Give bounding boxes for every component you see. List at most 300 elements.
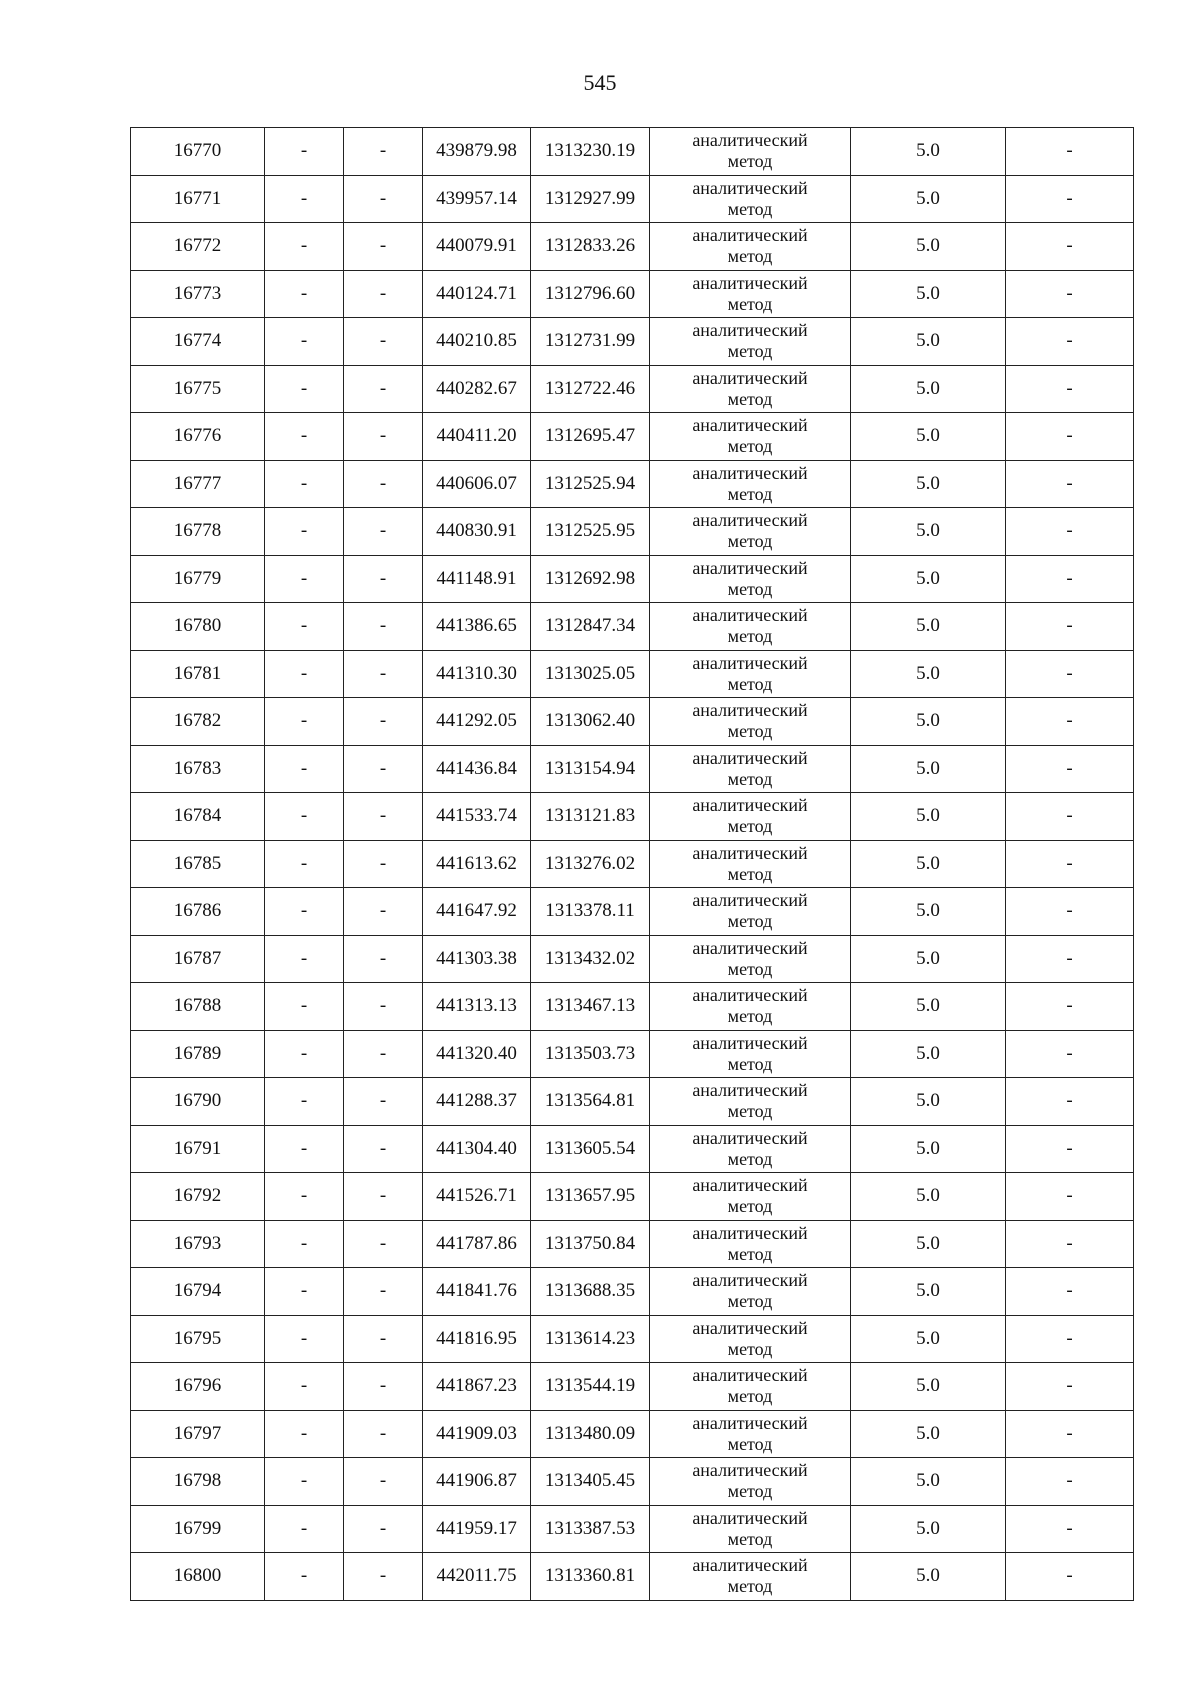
y-coordinate-cell: 1313688.35 <box>531 1268 650 1316</box>
method-line-2: метод <box>727 1148 773 1169</box>
dash-cell: - <box>344 128 423 176</box>
x-coordinate-cell: 441386.65 <box>423 603 531 651</box>
method-line-2: метод <box>727 1291 773 1312</box>
dash-cell: - <box>265 508 344 556</box>
point-number-cell: 16786 <box>131 888 265 936</box>
table-row <box>131 223 1134 271</box>
method-cell <box>650 1125 851 1173</box>
y-coordinate-cell: 1313503.73 <box>531 1030 650 1078</box>
table-row <box>131 1458 1134 1506</box>
dash-cell: - <box>265 128 344 176</box>
dash-cell: - <box>1006 1078 1134 1126</box>
accuracy-cell: 5.0 <box>851 1410 1006 1458</box>
dash-cell: - <box>344 1030 423 1078</box>
dash-cell: - <box>1006 650 1134 698</box>
method-cell <box>650 888 851 936</box>
method-line-2: метод <box>727 341 773 362</box>
dash-cell: - <box>344 1410 423 1458</box>
table-row <box>131 1363 1134 1411</box>
point-number-cell: 16780 <box>131 603 265 651</box>
dash-cell: - <box>344 603 423 651</box>
dash-cell: - <box>265 935 344 983</box>
method-cell <box>650 175 851 223</box>
method-line-1: аналитический <box>692 605 808 626</box>
accuracy-cell: 5.0 <box>851 555 1006 603</box>
method-cell <box>650 1363 851 1411</box>
accuracy-cell: 5.0 <box>851 603 1006 651</box>
method-line-2: метод <box>727 1053 773 1074</box>
x-coordinate-cell: 441647.92 <box>423 888 531 936</box>
dash-cell: - <box>1006 1220 1134 1268</box>
method-line-2: метод <box>727 626 773 647</box>
y-coordinate-cell: 1313276.02 <box>531 840 650 888</box>
accuracy-cell: 5.0 <box>851 1030 1006 1078</box>
method-cell <box>650 1173 851 1221</box>
method-cell <box>650 1030 851 1078</box>
method-line-2: метод <box>727 816 773 837</box>
method-line-1: аналитический <box>692 1507 808 1528</box>
accuracy-cell: 5.0 <box>851 175 1006 223</box>
point-number-cell: 16784 <box>131 793 265 841</box>
table-row <box>131 1315 1134 1363</box>
method-line-2: метод <box>727 151 773 172</box>
method-line-1: аналитический <box>692 1270 808 1291</box>
dash-cell: - <box>1006 888 1134 936</box>
accuracy-cell: 5.0 <box>851 983 1006 1031</box>
y-coordinate-cell: 1313025.05 <box>531 650 650 698</box>
dash-cell: - <box>344 888 423 936</box>
x-coordinate-cell: 441867.23 <box>423 1363 531 1411</box>
method-line-1: аналитический <box>692 225 808 246</box>
point-number-cell: 16797 <box>131 1410 265 1458</box>
y-coordinate-cell: 1313062.40 <box>531 698 650 746</box>
dash-cell: - <box>1006 555 1134 603</box>
point-number-cell: 16794 <box>131 1268 265 1316</box>
accuracy-cell: 5.0 <box>851 128 1006 176</box>
dash-cell: - <box>1006 1173 1134 1221</box>
method-cell <box>650 935 851 983</box>
point-number-cell: 16785 <box>131 840 265 888</box>
method-cell <box>650 318 851 366</box>
dash-cell: - <box>1006 745 1134 793</box>
dash-cell: - <box>265 318 344 366</box>
table-row <box>131 1505 1134 1553</box>
x-coordinate-cell: 440124.71 <box>423 270 531 318</box>
method-line-1: аналитический <box>692 1365 808 1386</box>
dash-cell: - <box>265 1125 344 1173</box>
x-coordinate-cell: 442011.75 <box>423 1553 531 1601</box>
x-coordinate-cell: 439879.98 <box>423 128 531 176</box>
y-coordinate-cell: 1312847.34 <box>531 603 650 651</box>
dash-cell: - <box>265 175 344 223</box>
table-row <box>131 555 1134 603</box>
method-line-1: аналитический <box>692 130 808 151</box>
method-line-1: аналитический <box>692 1222 808 1243</box>
dash-cell: - <box>344 1315 423 1363</box>
table-row <box>131 1125 1134 1173</box>
dash-cell: - <box>344 365 423 413</box>
dash-cell: - <box>1006 1553 1134 1601</box>
dash-cell: - <box>344 1553 423 1601</box>
x-coordinate-cell: 441613.62 <box>423 840 531 888</box>
x-coordinate-cell: 441148.91 <box>423 555 531 603</box>
table-row <box>131 508 1134 556</box>
x-coordinate-cell: 440830.91 <box>423 508 531 556</box>
dash-cell: - <box>344 793 423 841</box>
table-row <box>131 1220 1134 1268</box>
dash-cell: - <box>1006 840 1134 888</box>
method-line-1: аналитический <box>692 652 808 673</box>
method-cell <box>650 1268 851 1316</box>
method-line-2: метод <box>727 1528 773 1549</box>
table-row <box>131 365 1134 413</box>
method-line-1: аналитический <box>692 1175 808 1196</box>
dash-cell: - <box>1006 1030 1134 1078</box>
y-coordinate-cell: 1312833.26 <box>531 223 650 271</box>
dash-cell: - <box>344 650 423 698</box>
table-row <box>131 1410 1134 1458</box>
x-coordinate-cell: 440079.91 <box>423 223 531 271</box>
method-line-2: метод <box>727 768 773 789</box>
accuracy-cell: 5.0 <box>851 650 1006 698</box>
dash-cell: - <box>1006 1268 1134 1316</box>
accuracy-cell: 5.0 <box>851 1363 1006 1411</box>
point-number-cell: 16776 <box>131 413 265 461</box>
table-row <box>131 270 1134 318</box>
method-line-1: аналитический <box>692 985 808 1006</box>
dash-cell: - <box>265 888 344 936</box>
dash-cell: - <box>344 1173 423 1221</box>
dash-cell: - <box>265 698 344 746</box>
dash-cell: - <box>265 603 344 651</box>
method-cell <box>650 270 851 318</box>
x-coordinate-cell: 441303.38 <box>423 935 531 983</box>
dash-cell: - <box>344 460 423 508</box>
point-number-cell: 16791 <box>131 1125 265 1173</box>
dash-cell: - <box>265 745 344 793</box>
dash-cell: - <box>265 413 344 461</box>
method-line-1: аналитический <box>692 462 808 483</box>
method-line-1: аналитический <box>692 1080 808 1101</box>
method-cell <box>650 793 851 841</box>
y-coordinate-cell: 1312796.60 <box>531 270 650 318</box>
accuracy-cell: 5.0 <box>851 1078 1006 1126</box>
table-row <box>131 935 1134 983</box>
method-cell <box>650 128 851 176</box>
dash-cell: - <box>265 1363 344 1411</box>
method-line-2: метод <box>727 1576 773 1597</box>
y-coordinate-cell: 1313230.19 <box>531 128 650 176</box>
method-cell <box>650 1315 851 1363</box>
y-coordinate-cell: 1313480.09 <box>531 1410 650 1458</box>
dash-cell: - <box>265 555 344 603</box>
dash-cell: - <box>1006 603 1134 651</box>
method-cell <box>650 413 851 461</box>
dash-cell: - <box>1006 175 1134 223</box>
point-number-cell: 16792 <box>131 1173 265 1221</box>
dash-cell: - <box>265 223 344 271</box>
x-coordinate-cell: 441310.30 <box>423 650 531 698</box>
y-coordinate-cell: 1313467.13 <box>531 983 650 1031</box>
x-coordinate-cell: 441787.86 <box>423 1220 531 1268</box>
method-line-1: аналитический <box>692 367 808 388</box>
dash-cell: - <box>1006 1410 1134 1458</box>
accuracy-cell: 5.0 <box>851 365 1006 413</box>
dash-cell: - <box>265 1315 344 1363</box>
accuracy-cell: 5.0 <box>851 1125 1006 1173</box>
method-line-1: аналитический <box>692 1412 808 1433</box>
y-coordinate-cell: 1313405.45 <box>531 1458 650 1506</box>
accuracy-cell: 5.0 <box>851 270 1006 318</box>
accuracy-cell: 5.0 <box>851 745 1006 793</box>
method-cell <box>650 983 851 1031</box>
method-cell <box>650 840 851 888</box>
method-line-2: метод <box>727 388 773 409</box>
method-cell <box>650 1553 851 1601</box>
table-row <box>131 413 1134 461</box>
dash-cell: - <box>265 1268 344 1316</box>
dash-cell: - <box>344 1505 423 1553</box>
method-line-1: аналитический <box>692 177 808 198</box>
point-number-cell: 16787 <box>131 935 265 983</box>
x-coordinate-cell: 441320.40 <box>423 1030 531 1078</box>
method-line-2: метод <box>727 721 773 742</box>
y-coordinate-cell: 1313121.83 <box>531 793 650 841</box>
dash-cell: - <box>344 1458 423 1506</box>
x-coordinate-cell: 441533.74 <box>423 793 531 841</box>
y-coordinate-cell: 1313614.23 <box>531 1315 650 1363</box>
method-line-2: метод <box>727 531 773 552</box>
y-coordinate-cell: 1313432.02 <box>531 935 650 983</box>
x-coordinate-cell: 439957.14 <box>423 175 531 223</box>
method-line-2: метод <box>727 1101 773 1122</box>
point-number-cell: 16799 <box>131 1505 265 1553</box>
accuracy-cell: 5.0 <box>851 223 1006 271</box>
coordinates-table <box>130 127 1134 1601</box>
method-line-2: метод <box>727 1196 773 1217</box>
y-coordinate-cell: 1313360.81 <box>531 1553 650 1601</box>
method-line-1: аналитический <box>692 1127 808 1148</box>
point-number-cell: 16782 <box>131 698 265 746</box>
point-number-cell: 16772 <box>131 223 265 271</box>
method-cell <box>650 1220 851 1268</box>
point-number-cell: 16771 <box>131 175 265 223</box>
table-row <box>131 1268 1134 1316</box>
dash-cell: - <box>344 1125 423 1173</box>
x-coordinate-cell: 441288.37 <box>423 1078 531 1126</box>
page-number: 545 <box>583 70 617 95</box>
method-line-2: метод <box>727 436 773 457</box>
method-cell <box>650 1458 851 1506</box>
dash-cell: - <box>265 1505 344 1553</box>
table-row <box>131 745 1134 793</box>
y-coordinate-cell: 1312525.95 <box>531 508 650 556</box>
table-row <box>131 318 1134 366</box>
method-line-1: аналитический <box>692 415 808 436</box>
accuracy-cell: 5.0 <box>851 413 1006 461</box>
x-coordinate-cell: 441313.13 <box>423 983 531 1031</box>
dash-cell: - <box>265 650 344 698</box>
method-line-1: аналитический <box>692 1032 808 1053</box>
y-coordinate-cell: 1313154.94 <box>531 745 650 793</box>
dash-cell: - <box>265 840 344 888</box>
method-line-2: метод <box>727 198 773 219</box>
method-cell <box>650 223 851 271</box>
dash-cell: - <box>1006 128 1134 176</box>
x-coordinate-cell: 441816.95 <box>423 1315 531 1363</box>
method-cell <box>650 508 851 556</box>
method-line-2: метод <box>727 578 773 599</box>
dash-cell: - <box>344 840 423 888</box>
dash-cell: - <box>1006 793 1134 841</box>
method-line-1: аналитический <box>692 510 808 531</box>
table-row <box>131 460 1134 508</box>
method-cell <box>650 698 851 746</box>
x-coordinate-cell: 441304.40 <box>423 1125 531 1173</box>
dash-cell: - <box>344 745 423 793</box>
dash-cell: - <box>1006 1125 1134 1173</box>
accuracy-cell: 5.0 <box>851 318 1006 366</box>
dash-cell: - <box>1006 1315 1134 1363</box>
accuracy-cell: 5.0 <box>851 1553 1006 1601</box>
accuracy-cell: 5.0 <box>851 508 1006 556</box>
method-cell <box>650 745 851 793</box>
y-coordinate-cell: 1313750.84 <box>531 1220 650 1268</box>
x-coordinate-cell: 440210.85 <box>423 318 531 366</box>
point-number-cell: 16790 <box>131 1078 265 1126</box>
dash-cell: - <box>265 1173 344 1221</box>
method-line-2: метод <box>727 911 773 932</box>
method-line-1: аналитический <box>692 272 808 293</box>
dash-cell: - <box>344 555 423 603</box>
accuracy-cell: 5.0 <box>851 1458 1006 1506</box>
dash-cell: - <box>1006 413 1134 461</box>
dash-cell: - <box>265 460 344 508</box>
dash-cell: - <box>344 508 423 556</box>
dash-cell: - <box>344 1078 423 1126</box>
accuracy-cell: 5.0 <box>851 935 1006 983</box>
table-row <box>131 983 1134 1031</box>
x-coordinate-cell: 441959.17 <box>423 1505 531 1553</box>
method-line-1: аналитический <box>692 557 808 578</box>
dash-cell: - <box>265 270 344 318</box>
point-number-cell: 16773 <box>131 270 265 318</box>
point-number-cell: 16778 <box>131 508 265 556</box>
method-cell <box>650 365 851 413</box>
table-row <box>131 888 1134 936</box>
x-coordinate-cell: 441906.87 <box>423 1458 531 1506</box>
x-coordinate-cell: 441292.05 <box>423 698 531 746</box>
method-cell <box>650 1078 851 1126</box>
method-line-1: аналитический <box>692 890 808 911</box>
point-number-cell: 16800 <box>131 1553 265 1601</box>
method-line-2: метод <box>727 958 773 979</box>
point-number-cell: 16796 <box>131 1363 265 1411</box>
method-line-2: метод <box>727 1481 773 1502</box>
y-coordinate-cell: 1313378.11 <box>531 888 650 936</box>
dash-cell: - <box>344 698 423 746</box>
method-line-1: аналитический <box>692 842 808 863</box>
dash-cell: - <box>265 1030 344 1078</box>
dash-cell: - <box>265 365 344 413</box>
dash-cell: - <box>1006 1458 1134 1506</box>
point-number-cell: 16795 <box>131 1315 265 1363</box>
accuracy-cell: 5.0 <box>851 1173 1006 1221</box>
accuracy-cell: 5.0 <box>851 840 1006 888</box>
y-coordinate-cell: 1312731.99 <box>531 318 650 366</box>
y-coordinate-cell: 1313564.81 <box>531 1078 650 1126</box>
accuracy-cell: 5.0 <box>851 1315 1006 1363</box>
point-number-cell: 16774 <box>131 318 265 366</box>
method-line-1: аналитический <box>692 1317 808 1338</box>
accuracy-cell: 5.0 <box>851 888 1006 936</box>
dash-cell: - <box>265 1553 344 1601</box>
method-line-2: метод <box>727 1243 773 1264</box>
dash-cell: - <box>344 1268 423 1316</box>
accuracy-cell: 5.0 <box>851 793 1006 841</box>
method-cell <box>650 650 851 698</box>
dash-cell: - <box>265 1410 344 1458</box>
dash-cell: - <box>1006 318 1134 366</box>
point-number-cell: 16789 <box>131 1030 265 1078</box>
method-line-2: метод <box>727 673 773 694</box>
accuracy-cell: 5.0 <box>851 698 1006 746</box>
table-row <box>131 1078 1134 1126</box>
method-cell <box>650 603 851 651</box>
dash-cell: - <box>344 175 423 223</box>
x-coordinate-cell: 441909.03 <box>423 1410 531 1458</box>
table-row <box>131 1553 1134 1601</box>
dash-cell: - <box>1006 1363 1134 1411</box>
point-number-cell: 16793 <box>131 1220 265 1268</box>
table-row <box>131 603 1134 651</box>
table-row <box>131 128 1134 176</box>
dash-cell: - <box>344 1220 423 1268</box>
point-number-cell: 16798 <box>131 1458 265 1506</box>
method-cell <box>650 1410 851 1458</box>
y-coordinate-cell: 1312695.47 <box>531 413 650 461</box>
dash-cell: - <box>1006 935 1134 983</box>
dash-cell: - <box>265 1220 344 1268</box>
method-cell <box>650 460 851 508</box>
x-coordinate-cell: 441841.76 <box>423 1268 531 1316</box>
method-line-1: аналитический <box>692 747 808 768</box>
accuracy-cell: 5.0 <box>851 1505 1006 1553</box>
method-cell <box>650 1505 851 1553</box>
point-number-cell: 16770 <box>131 128 265 176</box>
point-number-cell: 16783 <box>131 745 265 793</box>
method-line-1: аналитический <box>692 795 808 816</box>
x-coordinate-cell: 440282.67 <box>423 365 531 413</box>
dash-cell: - <box>265 1078 344 1126</box>
method-cell <box>650 555 851 603</box>
y-coordinate-cell: 1312525.94 <box>531 460 650 508</box>
method-line-2: метод <box>727 246 773 267</box>
x-coordinate-cell: 441436.84 <box>423 745 531 793</box>
dash-cell: - <box>265 1458 344 1506</box>
point-number-cell: 16775 <box>131 365 265 413</box>
table-row <box>131 1173 1134 1221</box>
y-coordinate-cell: 1312722.46 <box>531 365 650 413</box>
table-row <box>131 698 1134 746</box>
dash-cell: - <box>344 983 423 1031</box>
method-line-2: метод <box>727 1386 773 1407</box>
point-number-cell: 16777 <box>131 460 265 508</box>
method-line-2: метод <box>727 1338 773 1359</box>
point-number-cell: 16788 <box>131 983 265 1031</box>
y-coordinate-cell: 1312692.98 <box>531 555 650 603</box>
accuracy-cell: 5.0 <box>851 1220 1006 1268</box>
